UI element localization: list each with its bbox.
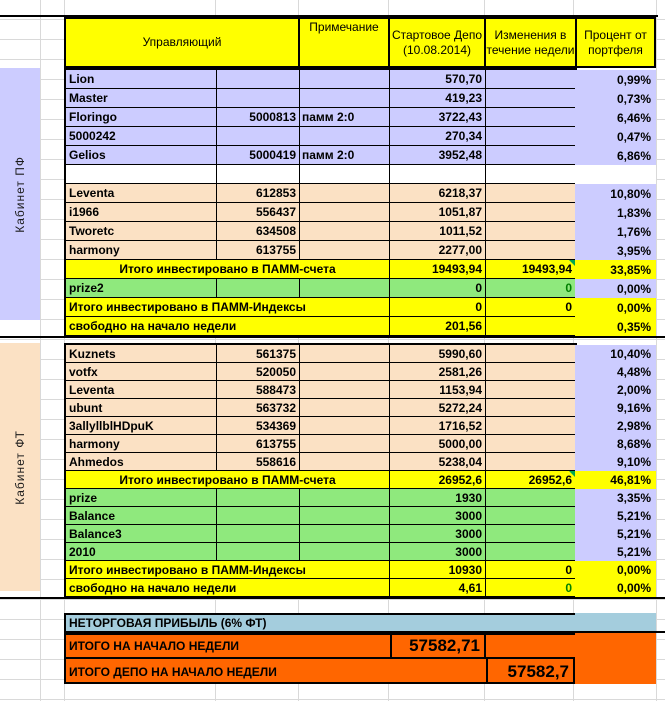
changes-cell[interactable] — [486, 435, 575, 453]
account-id-cell[interactable]: 558616 — [217, 453, 300, 471]
depo-cell[interactable]: 5272,24 — [390, 399, 486, 417]
depo-cell[interactable]: 1716,52 — [390, 417, 486, 435]
percent-column-ft — [575, 345, 656, 597]
changes-cell[interactable] — [486, 543, 575, 561]
changes-cell[interactable] — [486, 417, 575, 435]
spacer-cell[interactable] — [300, 165, 390, 184]
account-id-cell[interactable] — [217, 89, 300, 108]
note-cell[interactable] — [300, 184, 390, 203]
changes-cell[interactable] — [486, 399, 575, 417]
changes-value: 0 — [565, 300, 572, 314]
changes-cell[interactable] — [486, 525, 575, 543]
manager-cell[interactable]: Balance3 — [66, 525, 217, 543]
changes-cell[interactable] — [486, 561, 575, 579]
percent-cell[interactable]: 6,86% — [575, 146, 656, 165]
note-cell[interactable]: памм 2:0 — [300, 146, 390, 165]
account-id-cell[interactable]: 612853 — [217, 184, 300, 203]
section-pf-bottom-rule — [0, 336, 665, 338]
account-id-cell[interactable]: 5000419 — [217, 146, 300, 165]
table-ft — [64, 343, 577, 599]
cabinet-ft-label-text: Кабинет ФТ — [13, 429, 27, 505]
changes-cell[interactable] — [486, 222, 575, 241]
note-cell[interactable] — [300, 417, 390, 435]
note-cell[interactable] — [300, 279, 390, 298]
total-depo-value[interactable]: 57582,7 — [486, 659, 575, 684]
note-cell[interactable] — [300, 453, 390, 471]
changes-value: 26952,6 — [528, 472, 572, 487]
depo-cell[interactable]: 1153,94 — [390, 381, 486, 399]
depo-cell[interactable]: 0 — [390, 279, 486, 298]
account-id-cell[interactable]: 520050 — [217, 363, 300, 381]
depo-cell[interactable]: 3000 — [390, 543, 486, 561]
manager-cell[interactable]: 2010 — [66, 543, 217, 561]
percent-cell[interactable]: 6,46% — [575, 108, 656, 127]
depo-cell[interactable]: 3000 — [390, 507, 486, 525]
cabinet-ft-label[interactable] — [0, 343, 40, 591]
changes-value: 19493,94 — [521, 262, 572, 276]
account-id-cell[interactable]: 613755 — [217, 435, 300, 453]
account-id-cell[interactable] — [217, 525, 300, 543]
depo-cell[interactable]: 10930 — [390, 561, 486, 579]
account-id-cell[interactable]: 563732 — [217, 399, 300, 417]
note-cell[interactable]: памм 2:0 — [300, 108, 390, 127]
depo-cell[interactable]: 1930 — [390, 489, 486, 507]
percent-cell[interactable]: 0,00% — [575, 561, 656, 579]
total-label-cell[interactable]: Итого инвестировано в ПАММ-счета — [66, 471, 390, 489]
depo-cell[interactable]: 4,61 — [390, 579, 486, 597]
manager-cell[interactable]: Tworetc — [66, 222, 217, 241]
percent-cell[interactable]: 10,40% — [575, 345, 656, 363]
percent-cell[interactable]: 10,80% — [575, 184, 656, 203]
cabinet-pf-label[interactable] — [0, 68, 40, 320]
totals-side-cell[interactable] — [575, 633, 656, 684]
header-cell-depo[interactable]: Стартовое Депо (10.08.2014) — [390, 19, 486, 66]
percent-cell[interactable]: 1,76% — [575, 222, 656, 241]
note-cell[interactable] — [300, 345, 390, 363]
depo-cell[interactable]: 1011,52 — [390, 222, 486, 241]
depo-cell[interactable]: 3952,48 — [390, 146, 486, 165]
changes-cell[interactable] — [486, 241, 575, 260]
total-label-cell[interactable]: Итого инвестировано в ПАММ-Индексы — [66, 561, 390, 579]
changes-cell[interactable] — [486, 146, 575, 165]
manager-cell[interactable]: harmony — [66, 241, 217, 260]
changes-cell[interactable] — [486, 70, 575, 89]
account-id-cell[interactable] — [217, 489, 300, 507]
depo-cell[interactable]: 570,70 — [390, 70, 486, 89]
percent-cell[interactable]: 5,21% — [575, 525, 656, 543]
header-cell-percent[interactable]: Процент от портфеля — [575, 17, 656, 68]
percent-cell[interactable]: 9,16% — [575, 399, 656, 417]
totals-block — [64, 633, 577, 684]
account-id-cell[interactable] — [217, 507, 300, 525]
depo-cell[interactable]: 5990,60 — [390, 345, 486, 363]
account-id-cell[interactable]: 588473 — [217, 381, 300, 399]
manager-cell[interactable]: Kuznets — [66, 345, 217, 363]
header-cell-manager[interactable]: Управляющий — [66, 19, 300, 66]
total-start-empty-cell[interactable] — [486, 635, 575, 657]
depo-cell[interactable]: 19493,94 — [390, 260, 486, 279]
manager-cell[interactable]: prize — [66, 489, 217, 507]
spacer-cell[interactable] — [66, 165, 217, 184]
account-id-cell[interactable]: 556437 — [217, 203, 300, 222]
percent-cell[interactable]: 0,00% — [575, 579, 656, 597]
manager-cell[interactable]: Balance — [66, 507, 217, 525]
account-id-cell[interactable]: 613755 — [217, 241, 300, 260]
manager-cell[interactable]: Leventa — [66, 184, 217, 203]
percent-column-pf — [575, 70, 656, 336]
percent-cell[interactable]: 9,10% — [575, 453, 656, 471]
depo-cell[interactable]: 26952,6 — [390, 471, 486, 489]
changes-cell[interactable] — [486, 471, 575, 489]
total-start-label[interactable]: ИТОГО НА НАЧАЛО НЕДЕЛИ — [69, 639, 239, 653]
nontrade-profit-cell[interactable]: НЕТОРГОВАЯ ПРИБЫЛЬ (6% ФТ) — [64, 613, 577, 633]
manager-cell[interactable]: Lion — [66, 70, 217, 89]
depo-cell[interactable]: 0 — [390, 298, 486, 317]
account-id-cell[interactable]: 634508 — [217, 222, 300, 241]
changes-cell[interactable] — [486, 203, 575, 222]
percent-cell[interactable]: 0,73% — [575, 89, 656, 108]
manager-cell[interactable]: i1966 — [66, 203, 217, 222]
manager-cell[interactable]: Ahmedos — [66, 453, 217, 471]
note-cell[interactable] — [300, 381, 390, 399]
total-depo-label[interactable]: ИТОГО ДЕПО НА НАЧАЛО НЕДЕЛИ — [69, 664, 277, 679]
changes-cell[interactable] — [486, 317, 575, 336]
cabinet-pf-label-text: Кабинет ПФ — [13, 155, 27, 233]
changes-cell[interactable] — [486, 127, 575, 146]
changes-cell[interactable] — [486, 579, 575, 597]
section-ft-bottom-rule — [0, 597, 665, 599]
note-cell[interactable] — [300, 203, 390, 222]
manager-cell[interactable]: harmony — [66, 435, 217, 453]
account-id-cell[interactable]: 561375 — [217, 345, 300, 363]
spacer-cell[interactable] — [390, 165, 486, 184]
percent-cell[interactable]: 0,00% — [575, 298, 656, 317]
changes-cell[interactable] — [486, 363, 575, 381]
manager-cell[interactable]: ubunt — [66, 399, 217, 417]
percent-cell[interactable]: 0,35% — [575, 317, 656, 336]
changes-cell[interactable] — [486, 298, 575, 317]
depo-cell[interactable]: 1051,87 — [390, 203, 486, 222]
header-cell-note[interactable]: Примечание — [300, 19, 390, 66]
header-cell-changes[interactable]: Изменения в течение недели — [486, 19, 575, 66]
percent-cell[interactable]: 0,47% — [575, 127, 656, 146]
changes-cell[interactable] — [486, 381, 575, 399]
percent-cell[interactable]: 3,95% — [575, 241, 656, 260]
account-id-cell[interactable] — [217, 70, 300, 89]
depo-cell[interactable]: 2277,00 — [390, 241, 486, 260]
account-id-cell[interactable] — [217, 127, 300, 146]
percent-cell[interactable]: 4,48% — [575, 363, 656, 381]
changes-cell[interactable] — [486, 184, 575, 203]
changes-cell[interactable] — [486, 507, 575, 525]
percent-cell[interactable]: 0,99% — [575, 70, 656, 89]
total-start-value[interactable]: 57582,71 — [390, 635, 486, 657]
account-id-cell[interactable] — [217, 543, 300, 561]
depo-cell[interactable]: 270,34 — [390, 127, 486, 146]
note-cell[interactable] — [300, 489, 390, 507]
depo-cell[interactable]: 5000,00 — [390, 435, 486, 453]
changes-cell[interactable] — [486, 89, 575, 108]
note-cell[interactable] — [300, 89, 390, 108]
note-cell[interactable] — [300, 525, 390, 543]
depo-cell[interactable]: 201,56 — [390, 317, 486, 336]
percent-cell[interactable]: 2,00% — [575, 381, 656, 399]
depo-cell[interactable]: 3000 — [390, 525, 486, 543]
total-label-cell[interactable]: Итого инвестировано в ПАММ-Индексы — [66, 298, 390, 317]
note-cell[interactable] — [300, 127, 390, 146]
spacer-cell[interactable] — [217, 165, 300, 184]
account-id-cell[interactable] — [217, 279, 300, 298]
manager-cell[interactable]: Master — [66, 89, 217, 108]
percent-cell[interactable]: 3,35% — [575, 489, 656, 507]
changes-value: 0 — [565, 562, 572, 577]
nontrade-profit-side-cell[interactable] — [575, 613, 656, 631]
percent-cell[interactable]: 0,00% — [575, 279, 656, 298]
manager-cell[interactable]: votfx — [66, 363, 217, 381]
manager-cell[interactable]: 3allyllblHDpuK — [66, 417, 217, 435]
note-cell[interactable] — [300, 363, 390, 381]
percent-cell[interactable]: 1,83% — [575, 203, 656, 222]
note-cell[interactable] — [300, 543, 390, 561]
total-label-cell[interactable]: Итого инвестировано в ПАММ-счета — [66, 260, 390, 279]
percent-cell[interactable] — [575, 165, 656, 184]
percent-cell[interactable]: 5,21% — [575, 543, 656, 561]
total-label-cell[interactable]: свободно на начало недели — [66, 317, 390, 336]
total-start-row — [66, 635, 575, 659]
total-depo-row — [66, 659, 575, 684]
spacer-cell[interactable] — [486, 165, 575, 184]
table-pf — [64, 68, 577, 338]
manager-cell[interactable]: Floringo — [66, 108, 217, 127]
note-cell[interactable] — [300, 222, 390, 241]
note-cell[interactable] — [300, 70, 390, 89]
changes-value: 0 — [565, 580, 572, 595]
table-header-row — [64, 17, 577, 68]
note-cell[interactable] — [300, 399, 390, 417]
total-label-cell[interactable]: свободно на начало недели — [66, 579, 390, 597]
percent-cell[interactable]: 2,98% — [575, 417, 656, 435]
manager-cell[interactable]: 5000242 — [66, 127, 217, 146]
depo-cell[interactable]: 419,23 — [390, 89, 486, 108]
account-id-cell[interactable]: 5000813 — [217, 108, 300, 127]
changes-cell[interactable] — [486, 345, 575, 363]
depo-cell[interactable]: 2581,26 — [390, 363, 486, 381]
changes-cell[interactable] — [486, 453, 575, 471]
depo-cell[interactable]: 3722,43 — [390, 108, 486, 127]
note-cell[interactable] — [300, 507, 390, 525]
changes-cell[interactable] — [486, 260, 575, 279]
note-cell[interactable] — [300, 241, 390, 260]
depo-cell[interactable]: 6218,37 — [390, 184, 486, 203]
percent-cell[interactable]: 33,85% — [575, 260, 656, 279]
percent-cell[interactable]: 8,68% — [575, 435, 656, 453]
manager-cell[interactable]: prize2 — [66, 279, 217, 298]
account-id-cell[interactable]: 534369 — [217, 417, 300, 435]
changes-cell[interactable]: 0 — [486, 279, 575, 298]
manager-cell[interactable]: Gelios — [66, 146, 217, 165]
note-cell[interactable] — [300, 435, 390, 453]
percent-cell[interactable]: 46,81% — [575, 471, 656, 489]
changes-cell[interactable] — [486, 108, 575, 127]
manager-cell[interactable]: Leventa — [66, 381, 217, 399]
changes-cell[interactable] — [486, 489, 575, 507]
depo-cell[interactable]: 5238,04 — [390, 453, 486, 471]
percent-cell[interactable]: 5,21% — [575, 507, 656, 525]
